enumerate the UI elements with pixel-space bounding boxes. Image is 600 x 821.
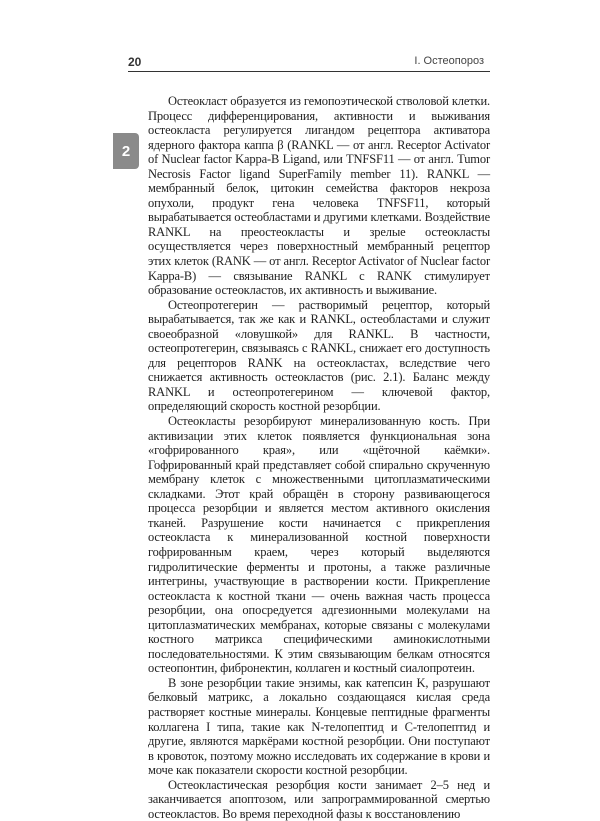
paragraph: Остеокластическая резорбция кости занимает 2–5 нед и заканчивается апоптозом, или запрограммированной смертью остеокластов. Во время переходной фазы к восстановлению xyxy=(148,777,490,821)
body-text xyxy=(148,94,490,821)
paragraph: Остеопротегерин — растворимый рецептор, который вырабатывается, так же как и RANKL, остеобластами и служит своеобразной «ловушкой» для RANKL. В частности, остеопротегерин, связываясь с RANKL, снижает его доступность для рецепторов RANK на остеокластах, вследствие чего снижается активность остеокластов (рис. 2.1). Баланс между RANKL и остеопротегерином — ключевой фактор, определяющий скорость костной резорбции. xyxy=(148,297,490,414)
page-number: 20 xyxy=(128,55,142,69)
paragraph: В зоне резорбции такие энзимы, как катепсин K, разрушают белковый матрикс, а локально создающаяся кислая среда растворяет костные минералы. Концевые пептидные фрагменты коллагена I типа, такие как N-телопептид и C-телопептид и другие, являются маркёрами костной резорбции. Они поступают в кровоток, поэтому можно исследовать их содержание в крови и моче как показатели скорости костной резорбции. xyxy=(148,675,490,778)
chapter-tab: 2 xyxy=(113,133,139,169)
running-head: I. Остеопороз xyxy=(414,55,484,67)
paragraph: Остеокласт образуется из гемопоэтической стволовой клетки. Процесс дифференцирования, активности и выживания остеокласта регулируется лигандом рецептора активатора ядерного фактора каппа β (RANKL — от англ. Receptor Activator of Nuclear factor Kappa-B Ligand, или TNFSF11 — от англ. Tumor Necrosis Factor ligand SuperFamily member 11). RANKL — мембранный белок, цитокин семейства факторов некроза опухоли, продукт гена человека TNFSF11, который вырабатывается остеобластами и другими клетками. Воздействие RANKL на преостеокласты и зрелые остеокласты осуществляется через поверхностный мембранный рецептор этих клеток (RANK — от англ. Receptor Activator of Nuclear factor Kappa-B) — связывание RANKL с RANK стимулирует образование остеокластов, их активность и выживание. xyxy=(148,94,490,298)
header-divider xyxy=(128,71,490,72)
paragraph: Остеокласты резорбируют минерализованную кость. При активизации этих клеток появляется функциональная зона «гофрированного края», или «щёточной каёмки». Гофрированный край представляет собой спирально скрученную мембрану клеток с множественными цитоплазматическими складками. Этот край обращён в сторону развивающегося процесса резорбции и является местом активного окисления тканей. Разрушение кости начинается с прикрепления остеокласта к минерализованной костной поверхности гофрированным краем, через который выделяются гидролитические ферменты и протоны, а также различные интегрины, участвующие в растворении кости. Прикрепление остеокласта к костной ткани — очень важная часть процесса резорбции, она опосредуется адгезионными молекулами на цитоплазматических мембранах, которые связаны с молекулами костного матрикса специфическими аминокислотными последовательностями. К этим связывающим белкам относятся остеопонтин, фибронектин, коллаген и костный сиалопротеин. xyxy=(148,414,490,676)
